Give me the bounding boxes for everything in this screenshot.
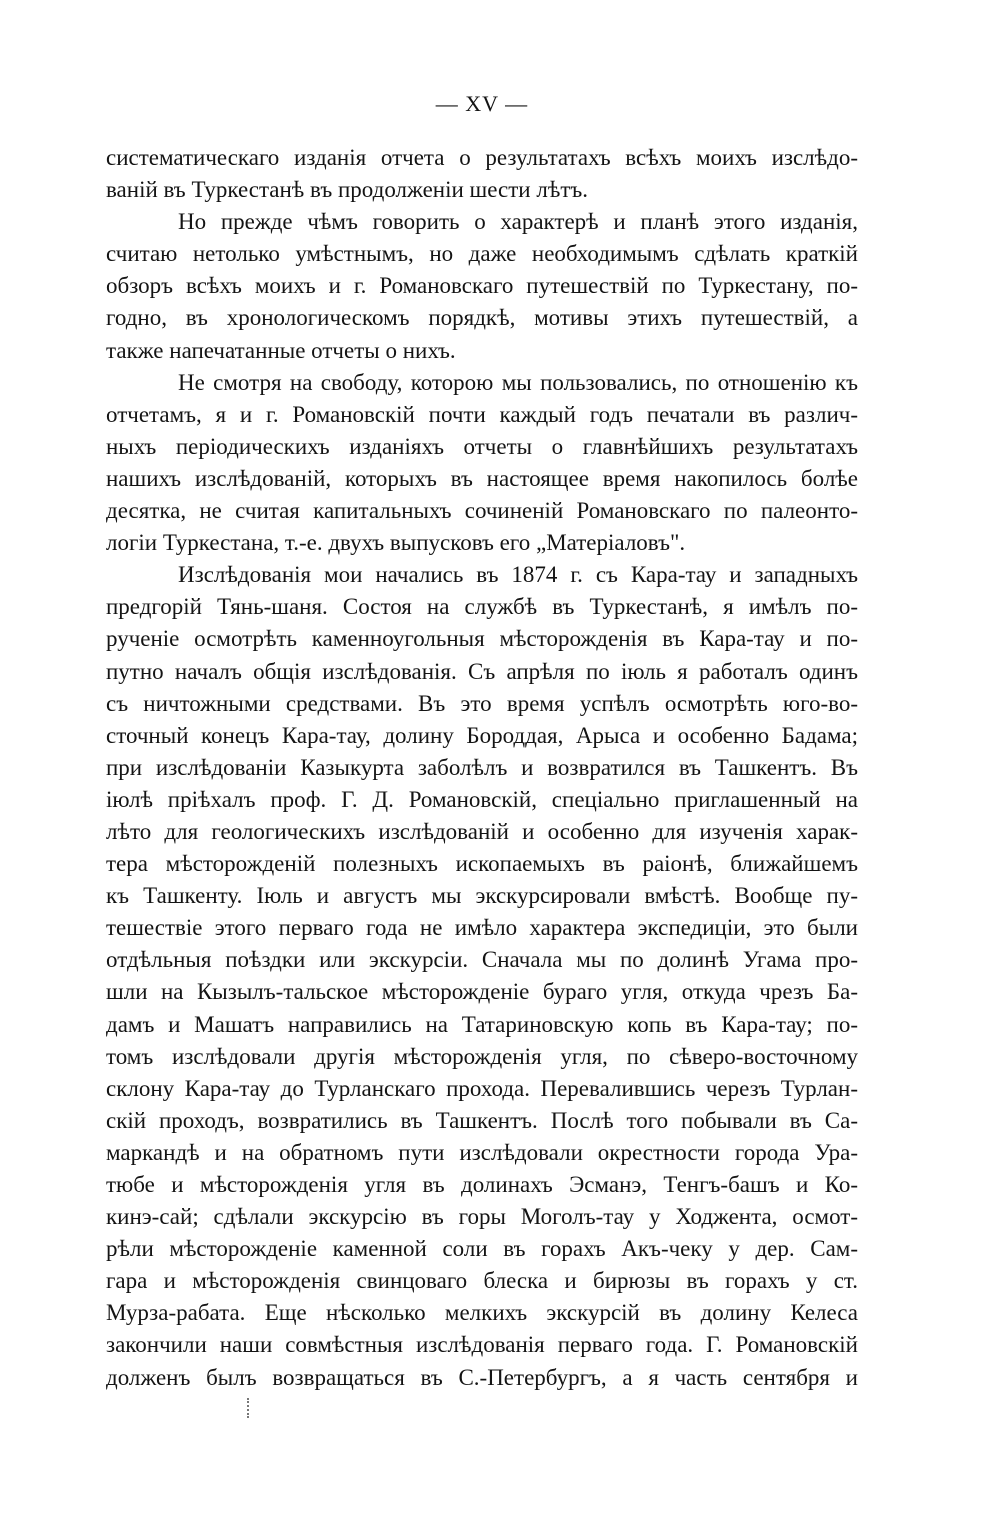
paragraph-1 — [106, 142, 858, 206]
text-line: кинэ-сай; сдѣлали экскурсію въ горы Моголъ-тау у Ходжента, осмот- — [106, 1204, 858, 1230]
scan-mark — [247, 1398, 251, 1418]
text-line: нашихъ изслѣдованій, которыхъ въ настоящее время накопилось болѣе — [106, 465, 858, 491]
text-line: закончили наши совмѣстныя изслѣдованія перваго года. Г. Романовскій — [106, 1332, 858, 1358]
text-line: считаю нетолько умѣстнымъ, но даже необходимымъ сдѣлать краткій — [106, 241, 858, 267]
paragraph-3 — [106, 367, 858, 560]
text-line: логіи Туркестана, т.-е. двухъ выпусковъ его „Матеріаловъ". — [106, 530, 686, 556]
text-line: сточный конецъ Кара-тау, долину Бороддая, Арыса и особенно Бадама; — [106, 722, 858, 748]
text-line: Но прежде чѣмъ говорить о характерѣ и планѣ этого изданія, — [178, 209, 858, 235]
paragraph-2 — [106, 206, 858, 366]
paragraph-4 — [106, 559, 858, 1393]
text-line: къ Ташкенту. Іюль и августъ мы экскурсировали вмѣстѣ. Вообще пу- — [106, 883, 858, 909]
text-line: предгорій Тянь-шаня. Состоя на службѣ въ Туркестанѣ, я имѣлъ по- — [106, 594, 858, 620]
text-line: скій проходъ, возвратились въ Ташкентъ. Послѣ того побывали въ Са- — [106, 1107, 858, 1133]
text-line: ныхъ періодическихъ изданіяхъ отчеты о главнѣйшихъ результатахъ — [106, 433, 858, 459]
text-line: долженъ былъ возвращаться въ С.-Петербургъ, а я часть сентября и — [106, 1364, 858, 1390]
text-line: рученіе осмотрѣть каменноугольныя мѣсторожденія въ Кара-тау и по- — [106, 626, 858, 652]
text-line: обзоръ всѣхъ моихъ и г. Романовскаго путешествій по Туркестану, по- — [106, 273, 858, 299]
text-line: отчетамъ, я и г. Романовскій почти каждый годъ печатали въ различ- — [106, 401, 858, 427]
text-line: тюбе и мѣсторожденія угля въ долинахъ Эсманэ, Тенгъ-башъ и Ко- — [106, 1172, 858, 1197]
text-line: путно началъ общія изслѣдованія. Съ апрѣля по іюль я работалъ одинъ — [106, 658, 858, 684]
text-line: десятка, не считая капитальныхъ сочиненій Романовскаго по палеонто- — [106, 498, 858, 524]
text-line: съ ничтожными средствами. Въ это время успѣлъ осмотрѣть юго-во- — [106, 690, 858, 716]
page-number: — XV — — [435, 91, 529, 116]
text-line: систематическаго изданія отчета о результатахъ всѣхъ моихъ изслѣдо- — [106, 145, 858, 170]
text-line: отдѣльныя поѣздки или экскурсіи. Сначала мы по долинѣ Угама про- — [106, 947, 858, 973]
text-line: годно, въ хронологическомъ порядкѣ, мотивы этихъ путешествій, а — [106, 305, 858, 331]
text-line: Изслѣдованія мои начались въ 1874 г. съ Кара-тау и западныхъ — [178, 562, 858, 588]
text-line: томъ изслѣдовали другія мѣсторожденія угля, по сѣверо-восточному — [106, 1043, 858, 1069]
text-line: склону Кара-тау до Турланскаго прохода. Перевалившись черезъ Турлан- — [106, 1075, 858, 1101]
text-line: гара и мѣсторожденія свинцоваго блеска и бирюзы въ горахъ у ст. — [106, 1268, 858, 1294]
text-line: тешествіе этого перваго года не имѣло характера экспедиціи, это были — [106, 915, 858, 941]
text-line: рѣли мѣсторожденіе каменной соли въ горахъ Акъ-чеку у дер. Сам- — [106, 1236, 858, 1262]
text-line: лѣто для геологическихъ изслѣдованій и особенно для изученія харак- — [106, 818, 858, 844]
text-line: іюлѣ пріѣхалъ проф. Г. Д. Романовскій, спеціально приглашенный на — [106, 786, 858, 812]
text-line: маркандѣ и на обратномъ пути изслѣдовали окрестности города Ура- — [106, 1139, 858, 1165]
text-line: при изслѣдованіи Казыкурта заболѣлъ и возвратился въ Ташкентъ. Въ — [106, 754, 858, 780]
text-line: Мурза-рабата. Еще нѣсколько мелкихъ экскурсій въ долину Келеса — [106, 1300, 858, 1326]
text-line: дамъ и Машатъ направились на Татариновскую копь въ Кара-тау; по- — [106, 1011, 858, 1037]
text-line: также напечатанные отчеты о нихъ. — [106, 337, 456, 363]
text-line: тера мѣсторожденій полезныхъ ископаемыхъ въ раіонѣ, ближайшемъ — [106, 851, 858, 877]
text-line: ваній въ Туркестанѣ въ продолженіи шести лѣтъ. — [106, 177, 589, 203]
text-line: Не смотря на свободу, которою мы пользовались, по отношенію къ — [178, 369, 858, 395]
text-line: шли на Кызылъ-тальское мѣсторожденіе бураго угля, откуда чрезъ Ба- — [106, 979, 858, 1005]
